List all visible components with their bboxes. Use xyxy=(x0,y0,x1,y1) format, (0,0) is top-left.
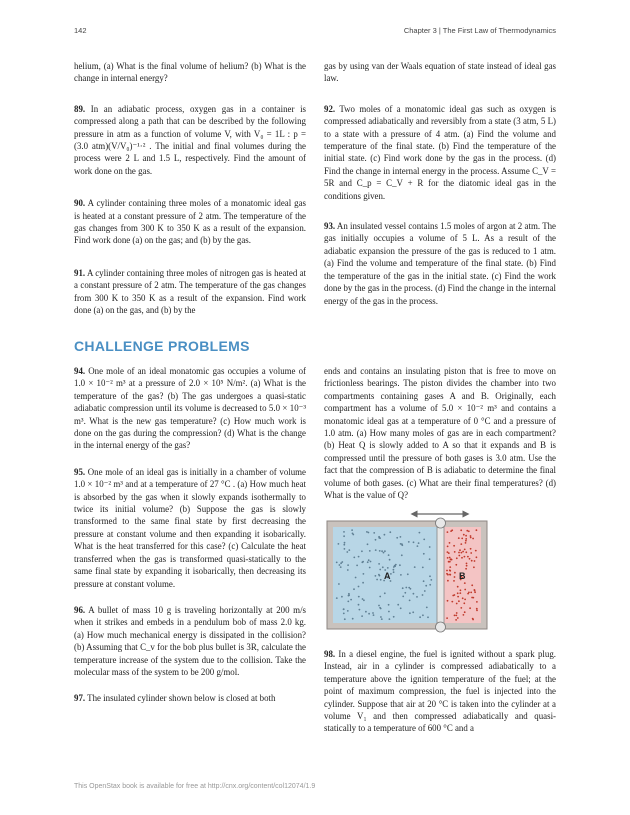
molecule-b xyxy=(465,568,467,570)
molecule-b xyxy=(460,529,462,531)
molecule-a xyxy=(389,531,391,533)
molecule-a xyxy=(393,569,395,571)
problem-text: A bullet of mass 10 g is traveling horizontally at 200 m/s when it strikes and embeds in a pendulum bob of mass 2.0 kg. (a) How much mechanical energy is dissipated in the collision? (b) Assuming that C_v for the bob plus bullet is 3R, calculate the temperature increase of the system due to the collision. Take the molecular mass of the system to be 200 g/mol. xyxy=(74,604,306,677)
molecule-b xyxy=(470,548,472,550)
molecule-a xyxy=(413,593,415,595)
molecule-a xyxy=(365,611,367,613)
molecule-a xyxy=(351,529,353,531)
molecule-b xyxy=(465,540,467,542)
molecule-a xyxy=(396,537,398,539)
cylinder-diagram xyxy=(324,508,490,634)
molecule-a xyxy=(353,557,355,559)
cylinder-figure xyxy=(324,508,490,634)
problem-number: 98. xyxy=(324,649,336,659)
molecule-b xyxy=(456,612,458,614)
molecule-b xyxy=(463,534,465,536)
molecule-a xyxy=(358,556,360,558)
problem-93 xyxy=(324,220,556,307)
molecule-a xyxy=(343,544,345,546)
molecule-b xyxy=(464,549,466,551)
molecule-b xyxy=(446,617,448,619)
molecule-a xyxy=(375,539,377,541)
molecule-b xyxy=(459,592,461,594)
molecule-a xyxy=(417,545,419,547)
page-number: 142 xyxy=(74,26,87,35)
molecule-a xyxy=(405,587,407,589)
molecule-a xyxy=(372,612,374,614)
problem-97-continuation: ends and contains an insulating piston that is free to move on frictionless bearings. The piston divides the chamber into two compartments containing gases A and B. Originally, each compartment has a volume of 5.0 × 10⁻² m³ and contains a monatomic ideal gas at a temperature of 0 °C and a pressure of 1.0 atm. (a) How many moles of gas are in each compartment? (b) Heat Q is slowly added to A so that it expands and B is compressed until the pressure of both gases is 3.0 atm. Use the fact that the compression of B is adiabatic to determine the final volume of both gases. (c) What are their final temperatures? (d) What is the value of Q? xyxy=(324,366,556,501)
molecule-a xyxy=(348,549,350,551)
molecule-a xyxy=(362,598,364,600)
bottom-right-column-lower xyxy=(324,648,556,735)
molecule-b xyxy=(454,576,456,578)
page-footer: This OpenStax book is available for free at http://cnx.org/content/col12074/1.9 xyxy=(74,783,316,790)
molecule-a xyxy=(379,596,381,598)
label-b: B xyxy=(459,571,466,581)
molecule-a xyxy=(362,582,364,584)
molecule-a xyxy=(416,596,418,598)
molecule-a xyxy=(376,579,378,581)
problem-text: An insulated vessel contains 1.5 moles of argon at 2 atm. The gas initially occupies a volume of 5 L. As a result of the adiabatic expansion the pressure of the gas is reduced to 1 atm. (a) Find the volume and temperature of the final state. (b) Find the temperature of the gas in the initial state. (c) Find the work done by the gas in the process. (d) Find the change in the internal energy of the gas in the process. xyxy=(324,221,556,306)
molecule-b xyxy=(454,551,456,553)
molecule-a xyxy=(400,536,402,538)
molecule-b xyxy=(458,600,460,602)
molecule-a xyxy=(400,574,402,576)
molecule-a xyxy=(340,566,342,568)
bottom-left-column xyxy=(74,365,306,705)
molecule-a xyxy=(425,585,427,587)
molecule-b xyxy=(465,551,467,553)
problem-number: 96. xyxy=(74,604,86,615)
molecule-b xyxy=(476,601,478,603)
molecule-a xyxy=(355,577,357,579)
molecule-b xyxy=(453,580,455,582)
molecule-a xyxy=(368,559,370,561)
problem-text: One mole of an ideal monatomic gas occupies a volume of 1.0 × 10⁻² m³ at a pressure of 2.0 × 10⁵ N/m². (a) What is the temperature of the gas? (b) The gas undergoes a quasi-static adiabatic compression until its volume is decreased to 5.0 × 10⁻³ m³. What is the new gas temperature? (c) How much work is done on the gas during the compression? (d) What is the change in the internal energy of the gas? xyxy=(74,366,307,451)
molecule-a xyxy=(344,618,346,620)
molecule-b xyxy=(457,586,459,588)
problem-continuation: gas by using van der Waals equation of state instead of ideal gas law. xyxy=(324,61,556,84)
molecule-a xyxy=(401,554,403,556)
molecule-b xyxy=(457,617,459,619)
molecule-b xyxy=(460,607,462,609)
molecule-a xyxy=(373,614,375,616)
molecule-a xyxy=(414,566,416,568)
molecule-a xyxy=(340,562,342,564)
molecule-a xyxy=(347,601,349,603)
molecule-b xyxy=(463,602,465,604)
molecule-a xyxy=(427,616,429,618)
molecule-a xyxy=(380,616,382,618)
molecule-b xyxy=(458,537,460,539)
molecule-b xyxy=(455,619,457,621)
chapter-title: Chapter 3 | The First Law of Thermodynamics xyxy=(403,26,556,35)
molecule-b xyxy=(458,552,460,554)
molecule-a xyxy=(389,618,391,620)
molecule-b xyxy=(449,561,451,563)
molecule-a xyxy=(343,535,345,537)
problem-text: Two moles of a monatomic ideal gas such as oxygen is compressed adiabatically and reversibly from a state (3 atm, 5 L) to a state with a pressure of 4 atm. (a) Find the volume and temperature of the final state. (b) Find the temperature of the initial state. (c) Find work done by the gas in the process. (d) Find the change in internal energy in the process. Assume C_V = 5R and C_p = C_V + R for the diatomic ideal gas in the conditions given. xyxy=(324,103,556,201)
molecule-b xyxy=(470,592,472,594)
molecule-a xyxy=(401,544,403,546)
molecule-a xyxy=(369,567,371,569)
molecule-b xyxy=(466,563,468,565)
molecule-b xyxy=(451,601,453,603)
molecule-a xyxy=(352,618,354,620)
molecule-a xyxy=(369,550,371,552)
molecule-b xyxy=(470,537,472,539)
molecule-b xyxy=(454,572,456,574)
problem-number: 94. xyxy=(74,366,86,376)
molecule-a xyxy=(422,594,424,596)
molecule-a xyxy=(397,604,399,606)
molecule-a xyxy=(343,608,345,610)
problem-text: The insulated cylinder shown below is closed at both xyxy=(87,693,276,704)
molecule-a xyxy=(422,567,424,569)
molecule-b xyxy=(471,597,473,599)
molecule-b xyxy=(450,530,452,532)
problem-number: 97. xyxy=(74,693,86,704)
molecule-a xyxy=(378,605,380,607)
problem-96 xyxy=(74,604,306,678)
molecule-a xyxy=(384,534,386,536)
molecule-a xyxy=(389,559,391,561)
molecule-a xyxy=(344,542,346,544)
molecule-a xyxy=(339,564,341,566)
molecule-a xyxy=(412,611,414,613)
molecule-a xyxy=(373,532,375,534)
molecule-a xyxy=(358,596,360,598)
molecule-a xyxy=(424,590,426,592)
molecule-a xyxy=(343,613,345,615)
molecule-a xyxy=(348,593,350,595)
molecule-a xyxy=(423,553,425,555)
molecule-b xyxy=(468,592,470,594)
molecule-a xyxy=(429,546,431,548)
molecule-b xyxy=(465,535,467,537)
molecule-a xyxy=(413,541,415,543)
molecule-a xyxy=(361,615,363,617)
molecule-a xyxy=(388,604,390,606)
molecule-a xyxy=(336,597,338,599)
molecule-b xyxy=(471,560,473,562)
molecule-a xyxy=(423,580,425,582)
molecule-b xyxy=(456,603,458,605)
problem-94 xyxy=(74,365,306,452)
molecule-a xyxy=(363,599,365,601)
molecule-b xyxy=(461,557,463,559)
molecule-b xyxy=(466,565,468,567)
molecule-b xyxy=(475,550,477,552)
molecule-b xyxy=(461,538,463,540)
molecule-b xyxy=(454,615,456,617)
molecule-a xyxy=(422,614,424,616)
problem-number: 91. xyxy=(74,267,86,278)
molecule-b xyxy=(450,558,452,560)
molecule-b xyxy=(473,566,475,568)
molecule-a xyxy=(375,575,377,577)
molecule-b xyxy=(462,597,464,599)
molecule-a xyxy=(362,561,364,563)
problem-text: One mole of an ideal gas is initially in a chamber of volume 1.0 × 10⁻² m³ and at a temperature of 27 °C . (a) How much heat is absorbed by the gas when it slowly expands isothermally to twice its initial volume? (b) Suppose the gas is slowly transformed to the same final state by first decreasing the pressure at constant volume and then expanding it isobarically. What is the heat transferred for this case? (c) Calculate the heat transferred when the gas is transformed quasi-statically to the same final state by expanding it isobarically, then decreasing its pressure at constant volume. xyxy=(74,466,306,589)
molecule-a xyxy=(429,558,431,560)
problem-number: 90. xyxy=(74,198,86,209)
molecule-a xyxy=(384,592,386,594)
molecule-b xyxy=(447,546,449,548)
molecule-b xyxy=(449,569,451,571)
molecule-a xyxy=(395,564,397,566)
molecule-a xyxy=(408,587,410,589)
molecule-a xyxy=(429,575,431,577)
molecule-b xyxy=(462,551,464,553)
piston xyxy=(437,523,444,627)
molecule-a xyxy=(338,583,340,585)
problem-text: A cylinder containing three moles of nitrogen gas is heated at a constant pressure of 2 atm. The temperature of the gas changes from 300 K to 350 K as a result of the expansion. Find work done (a) on the gas, and (b) by the xyxy=(74,267,306,316)
molecule-b xyxy=(447,531,449,533)
molecule-a xyxy=(346,551,348,553)
molecule-b xyxy=(464,556,466,558)
problem-95 xyxy=(74,466,306,590)
top-right-column xyxy=(324,60,556,307)
molecule-a xyxy=(382,566,384,568)
molecule-b xyxy=(474,560,476,562)
molecule-a xyxy=(381,618,383,620)
molecule-b xyxy=(454,594,456,596)
molecule-a xyxy=(399,564,401,566)
molecule-a xyxy=(368,613,370,615)
molecule-a xyxy=(393,616,395,618)
molecule-a xyxy=(359,609,361,611)
molecule-a xyxy=(430,579,432,581)
problem-continuation: helium, (a) What is the final volume of helium? (b) What is the change in internal energy? xyxy=(74,61,306,84)
problem-91 xyxy=(74,267,306,317)
molecule-b xyxy=(460,589,462,591)
molecule-a xyxy=(356,565,358,567)
molecule-a xyxy=(353,588,355,590)
molecule-a xyxy=(336,562,338,564)
piston-bearing-bottom xyxy=(436,622,446,632)
molecule-b xyxy=(476,610,478,612)
top-left-column xyxy=(74,60,306,317)
problem-number: 95. xyxy=(74,466,86,477)
molecule-b xyxy=(447,600,449,602)
molecule-a xyxy=(383,552,385,554)
molecule-a xyxy=(393,571,395,573)
problem-number: 89. xyxy=(74,103,86,114)
molecule-a xyxy=(361,550,363,552)
molecule-a xyxy=(350,599,352,601)
molecule-a xyxy=(378,574,380,576)
problem-90 xyxy=(74,197,306,247)
molecule-b xyxy=(467,556,469,558)
problem-89 xyxy=(74,103,306,177)
molecule-b xyxy=(455,615,457,617)
problem-text: In a diesel engine, the fuel is ignited without a spark plug. Instead, air in a cylinder is compressed adiabatically to a temperature above the ignition temperature of the fuel; at the point of maximum compression, the fuel is injected into the cylinder. Suppose that air at 20 °C is taken into the cylinder at a volume V₁ and then compressed adiabatically and quasi-statically to a temperature of 600 °C and a xyxy=(324,649,556,734)
molecule-b xyxy=(472,618,474,620)
molecule-a xyxy=(381,550,383,552)
molecule-a xyxy=(418,542,420,544)
molecule-a xyxy=(343,531,345,533)
molecule-a xyxy=(370,561,372,563)
molecule-a xyxy=(358,604,360,606)
molecule-a xyxy=(347,610,349,612)
molecule-a xyxy=(344,548,346,550)
piston-bearing-top xyxy=(436,518,446,528)
molecule-a xyxy=(347,569,349,571)
molecule-b xyxy=(453,545,455,547)
molecule-a xyxy=(407,573,409,575)
molecule-b xyxy=(474,591,476,593)
molecule-a xyxy=(358,586,360,588)
molecule-b xyxy=(468,530,470,532)
molecule-a xyxy=(368,532,370,534)
molecule-b xyxy=(465,542,467,544)
molecule-a xyxy=(347,564,349,566)
molecule-b xyxy=(474,589,476,591)
molecule-b xyxy=(447,557,449,559)
molecule-b xyxy=(476,556,478,558)
molecule-a xyxy=(375,549,377,551)
molecule-a xyxy=(379,607,381,609)
molecule-b xyxy=(464,582,466,584)
molecule-a xyxy=(409,600,411,602)
molecule-b xyxy=(471,584,473,586)
molecule-b xyxy=(469,607,471,609)
molecule-b xyxy=(470,552,472,554)
molecule-a xyxy=(367,561,369,563)
problem-number: 93. xyxy=(324,221,336,232)
molecule-b xyxy=(472,538,474,540)
molecule-a xyxy=(402,596,404,598)
molecule-a xyxy=(380,579,382,581)
molecule-a xyxy=(388,611,390,613)
molecule-b xyxy=(464,611,466,613)
molecule-a xyxy=(378,563,380,565)
molecule-a xyxy=(387,567,389,569)
label-a: A xyxy=(384,571,391,581)
molecule-a xyxy=(408,541,410,543)
molecule-b xyxy=(447,580,449,582)
molecule-b xyxy=(476,608,478,610)
molecule-b xyxy=(456,557,458,559)
molecule-a xyxy=(338,543,340,545)
molecule-a xyxy=(400,607,402,609)
problem-98 xyxy=(324,648,556,735)
molecule-a xyxy=(363,573,365,575)
challenge-problems-heading: CHALLENGE PROBLEMS xyxy=(74,338,250,354)
molecule-a xyxy=(352,533,354,535)
molecule-b xyxy=(455,564,457,566)
molecule-b xyxy=(446,570,448,572)
problem-text: In an adiabatic process, oxygen gas in a container is compressed along a path that can be described by the following pressure in atm as a function of volume V, with V₀ = 1L : p = (3.0 atm)(V/V₀)⁻¹·² . The initial and final volumes during the process were 2 L and 1.5 L, respectively. Find the amount of work done on the gas. xyxy=(74,103,306,176)
problem-text: A cylinder containing three moles of a monatomic ideal gas is heated at a constant pressure of 2 atm. The temperature of the gas changes from 300 K to 350 K as a result of the expansion. Find work done (a) on the gas; and (b) by the gas. xyxy=(74,198,306,246)
molecule-a xyxy=(400,543,402,545)
bottom-right-column xyxy=(324,365,556,501)
molecule-b xyxy=(460,543,462,545)
molecule-b xyxy=(449,574,451,576)
molecule-b xyxy=(465,538,467,540)
molecule-b xyxy=(449,542,451,544)
molecule-a xyxy=(429,584,431,586)
molecule-a xyxy=(419,532,421,534)
molecule-a xyxy=(409,612,411,614)
molecule-a xyxy=(402,587,404,589)
molecule-a xyxy=(404,592,406,594)
molecule-b xyxy=(459,549,461,551)
molecule-a xyxy=(423,539,425,541)
molecule-b xyxy=(448,552,450,554)
problem-92 xyxy=(324,103,556,202)
molecule-a xyxy=(379,569,381,571)
molecule-b xyxy=(457,592,459,594)
molecule-a xyxy=(384,550,386,552)
molecule-b xyxy=(461,552,463,554)
molecule-a xyxy=(388,554,390,556)
molecule-b xyxy=(449,566,451,568)
molecule-a xyxy=(379,550,381,552)
molecule-a xyxy=(419,616,421,618)
molecule-b xyxy=(463,614,465,616)
molecule-b xyxy=(476,529,478,531)
molecule-a xyxy=(378,537,380,539)
molecule-b xyxy=(464,589,466,591)
molecule-a xyxy=(426,607,428,609)
molecule-b xyxy=(457,596,459,598)
molecule-b xyxy=(469,558,471,560)
molecule-b xyxy=(458,555,460,557)
molecule-b xyxy=(449,557,451,559)
molecule-a xyxy=(341,596,343,598)
problem-number: 92. xyxy=(324,103,336,114)
molecule-a xyxy=(367,543,369,545)
problem-97 xyxy=(74,692,306,704)
molecule-b xyxy=(447,574,449,576)
molecule-b xyxy=(464,599,466,601)
